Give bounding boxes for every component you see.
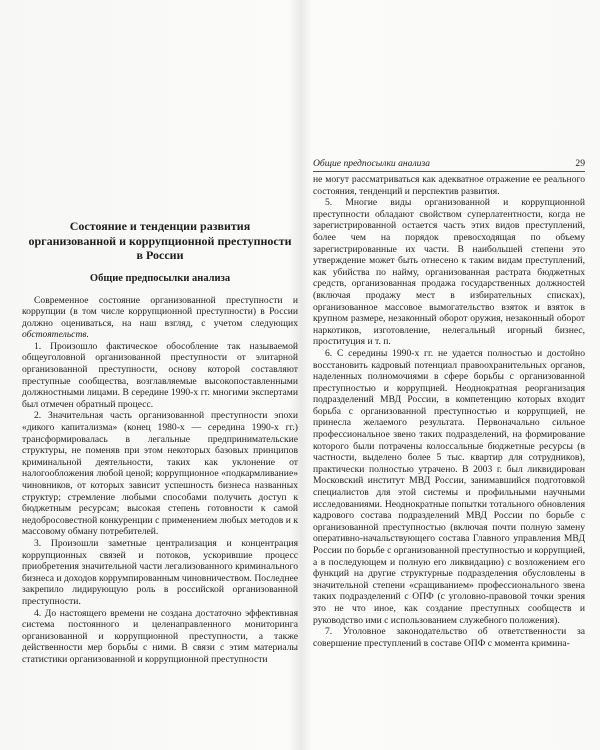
- intro-paragraph: [22, 295, 298, 341]
- left-page: [22, 209, 298, 666]
- intro-text: Современное состояние организованной преступности и коррупции (в том числе коррупционной преступности) в России должно оцениваться, на наш взгляд, с учетом следующих: [22, 294, 298, 329]
- paragraph-1: 1. Произошло фактическое обособление так называемой общеуголовной организованной преступности от элитарной организованной преступности, основу которой составляют преступные сообщества, возглавляемые высокопоставленными должностными лицами. В середине 1990-х гг. многими экспертами был отмечен обратный процесс.: [22, 340, 298, 410]
- paragraph-7: 7. Уголовное законодательство об ответственности за совершение преступлений в составе ОПФ с момента кримина-: [313, 626, 585, 649]
- paragraph-6: 6. С середины 1990-х гг. не удается полностью и достойно восстановить кадровый потенциал правоохранительных органов, наделенных полномочиями в сфере борьбы с организованной преступностью и коррупцией. Неоднократная реорганизация подразделений МВД России, в компетенцию которых входит борьба с организованной преступностью и коррупцией, не принесла желаемого результата. Первоначально сильное профессиональное звено таких подразделений, на формирование которого были потрачены колоссальные бюджетные ресурсы (в частности, выделено более 5 тыс. квартир для сотрудников), практически полностью утрачено. В 2003 г. был ликвидирован Московский институт МВД России, занимавшийся подготовкой специалистов для этой системы и профильными научными исследованиями. Неоднократные попытки тотального обновления кадрового состава подразделений МВД России по борьбе с организованной преступностью (включая почти полную замену оперативно-начальствующего состава Главного управления МВД России по борьбе с организованной преступностью и коррупцией, а в последующем и полную его ликвидацию) с возложением его функций на другие структурные подразделения обусловлены в значительной степени «сращиванием» профессионального звена таких подразделений с ОПФ (с уголовно-правовой точки зрения это не что иное, как создание преступных сообществ и руководство ими с использованием служебного положения).: [313, 347, 585, 626]
- running-head: Общие предпосылки анализа: [313, 158, 431, 169]
- section-title: Общие предпосылки анализа: [89, 272, 231, 284]
- paragraph-2: 2. Значительная часть организованной преступности эпохи «дикого капитализма» (конец 1980-х — середина 1990-х гг.) трансформировалась в легальные предпринимательские структуры, не поменяв при этом некоторых базовых принципов криминальной деятельности, таких как уклонение от налогообложения любой ценой; коррупционное «подкармливание» чиновников, от которых зависит успешность бизнеса названных структур; стремление любыми способами получить доступ к бюджетным ресурсам; высокая степень готовности к самой недобросовестной конкуренции с применением любых методов и к массовому обману потребителей.: [22, 410, 298, 538]
- paragraph-3: 3. Произошли заметные централизация и концентрация коррупционных связей и потоков, ускорившие процесс приобретения значительной части легализованного криминального бизнеса и доходов коррумпированным чиновничеством. Последнее закрепило лидирующую роль в российской организованной преступности.: [22, 537, 298, 607]
- right-page: [313, 158, 585, 649]
- chapter-title: Состояние и тенденции развития организованной и коррупционной преступности в России: [28, 219, 292, 262]
- continuation-paragraph: не могут рассматриваться как адекватное отражение ее реального состояния, тенденций и перспектив развития.: [313, 174, 585, 197]
- paragraph-4: 4. До настоящего времени не создана достаточно эффективная система постоянного и целенаправленного мониторинга организованной и коррупционной преступности, а также действенности мер борьбы с ними. В связи с этим материалы статистики организованной и коррупционной преступности: [22, 607, 298, 665]
- paragraph-5: 5. Многие виды организованной и коррупционной преступности обладают свойством суперлатентности, когда не зарегистрированной остается часть этих видов преступлений, более чем на порядок превосходящая по объему зарегистрированные их части. В наибольшей степени это утверждение может быть отнесено к таким видам преступлений, как убийства по найму, организованная растрата бюджетных средств, организованная продажа государственных должностей (включая продажу мест в избирательных списках), организованное массовое вымогательство взяток и взяток в крупном размере, незаконный оборот оружия, незаконный оборот наркотиков, изготовление, нелегальный игорный бизнес, проституция и т. п.: [313, 197, 585, 348]
- intro-emphasis: обстоятельств.: [22, 329, 89, 341]
- page-number: 29: [575, 158, 585, 169]
- page-header: [313, 158, 585, 172]
